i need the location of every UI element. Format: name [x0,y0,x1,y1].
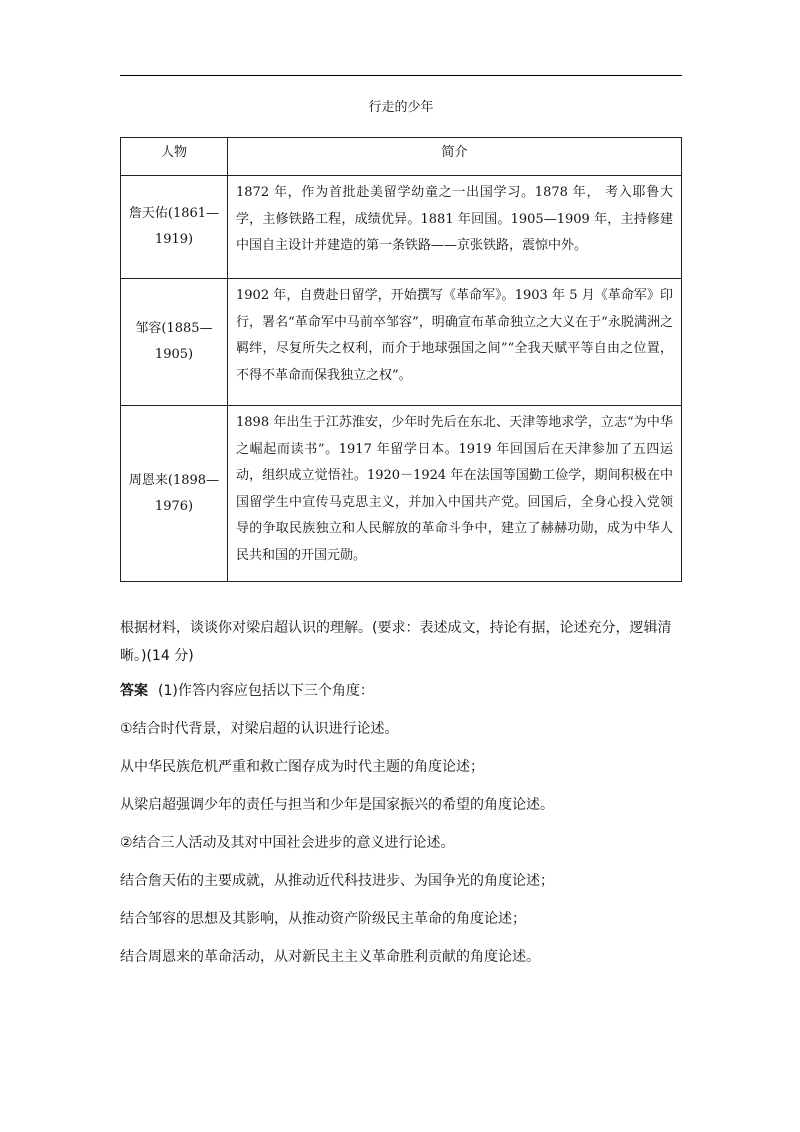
person-name: 詹天佑(1861—1919) [121,176,228,279]
answer-line: 结合詹天佑的主要成就，从推动近代科技进步、为国争光的角度论述； [120,873,554,889]
table-row [121,279,682,406]
biography-table [120,137,682,582]
answer-line: ②结合三人活动及其对中国社会进步的意义进行论述。 [120,835,455,851]
table-row [121,406,682,582]
table-row [121,176,682,279]
answer-line: 从梁启超强调少年的责任与担当和少年是国家振兴的希望的角度论述。 [120,797,554,813]
header-person: 人物 [121,138,228,176]
question-prompt: 根据材料，谈谈你对梁启超认识的理解。(要求：表述成文，持论有据，论述充分，逻辑清晰。)(14 分) [120,620,672,664]
table-header-row [121,138,682,176]
answer-line: 结合邹容的思想及其影响，从推动资产阶级民主革命的角度论述； [120,911,526,927]
person-intro: 1898 年出生于江苏淮安，少年时先后在东北、天津等地求学，立志“为中华之崛起而读书”。1917 年留学日本。1919 年回国后在天津参加了五四运动，组织成立觉悟社。1920－1924 年在法国等国勤工俭学，期间积极在中国留学生中宣传马克思主义，并加入中国共产党。回国后，全身心投入党领导的争取民族独立和人民解放的革命斗争中，建立了赫赫功勋，成为中华人民共和国的开国元勋。 [228,406,682,582]
answer-line: 结合周恩来的革命活动，从对新民主主义革命胜利贡献的角度论述。 [120,949,540,965]
header-intro: 简介 [228,138,682,176]
person-name: 周恩来(1898—1976) [121,406,228,582]
top-rule [120,75,682,76]
person-intro: 1872 年，作为首批赴美留学幼童之一出国学习。1878 年， 考入耶鲁大学，主修铁路工程，成绩优异。1881 年回国。1905—1909 年，主持修建中国自主设计并建造的第一条铁路——京张铁路，震惊中外。 [228,176,682,279]
table-caption: 行走的少年 [368,100,434,115]
person-name: 邹容(1885—1905) [121,279,228,406]
person-intro: 1902 年，自费赴日留学，开始撰写《革命军》。1903 年 5 月《革命军》印行，署名“革命军中马前卒邹容”，明确宣布革命独立之大义在于“永脱满洲之羁绊，尽复所失之权利，而介于地球强国之间”“全我天赋平等自由之位置，不得不革命而保我独立之权”。 [228,279,682,406]
answer-section [120,681,700,985]
answer-label: 答案 [120,683,148,699]
answer-line: ①结合时代背景，对梁启超的认识进行论述。 [120,721,399,737]
answer-intro-line [120,681,700,701]
answer-line: 从中华民族危机严重和救亡图存成为时代主题的角度论述； [120,759,484,775]
answer-intro: (1)作答内容应包括以下三个角度： [158,683,374,699]
